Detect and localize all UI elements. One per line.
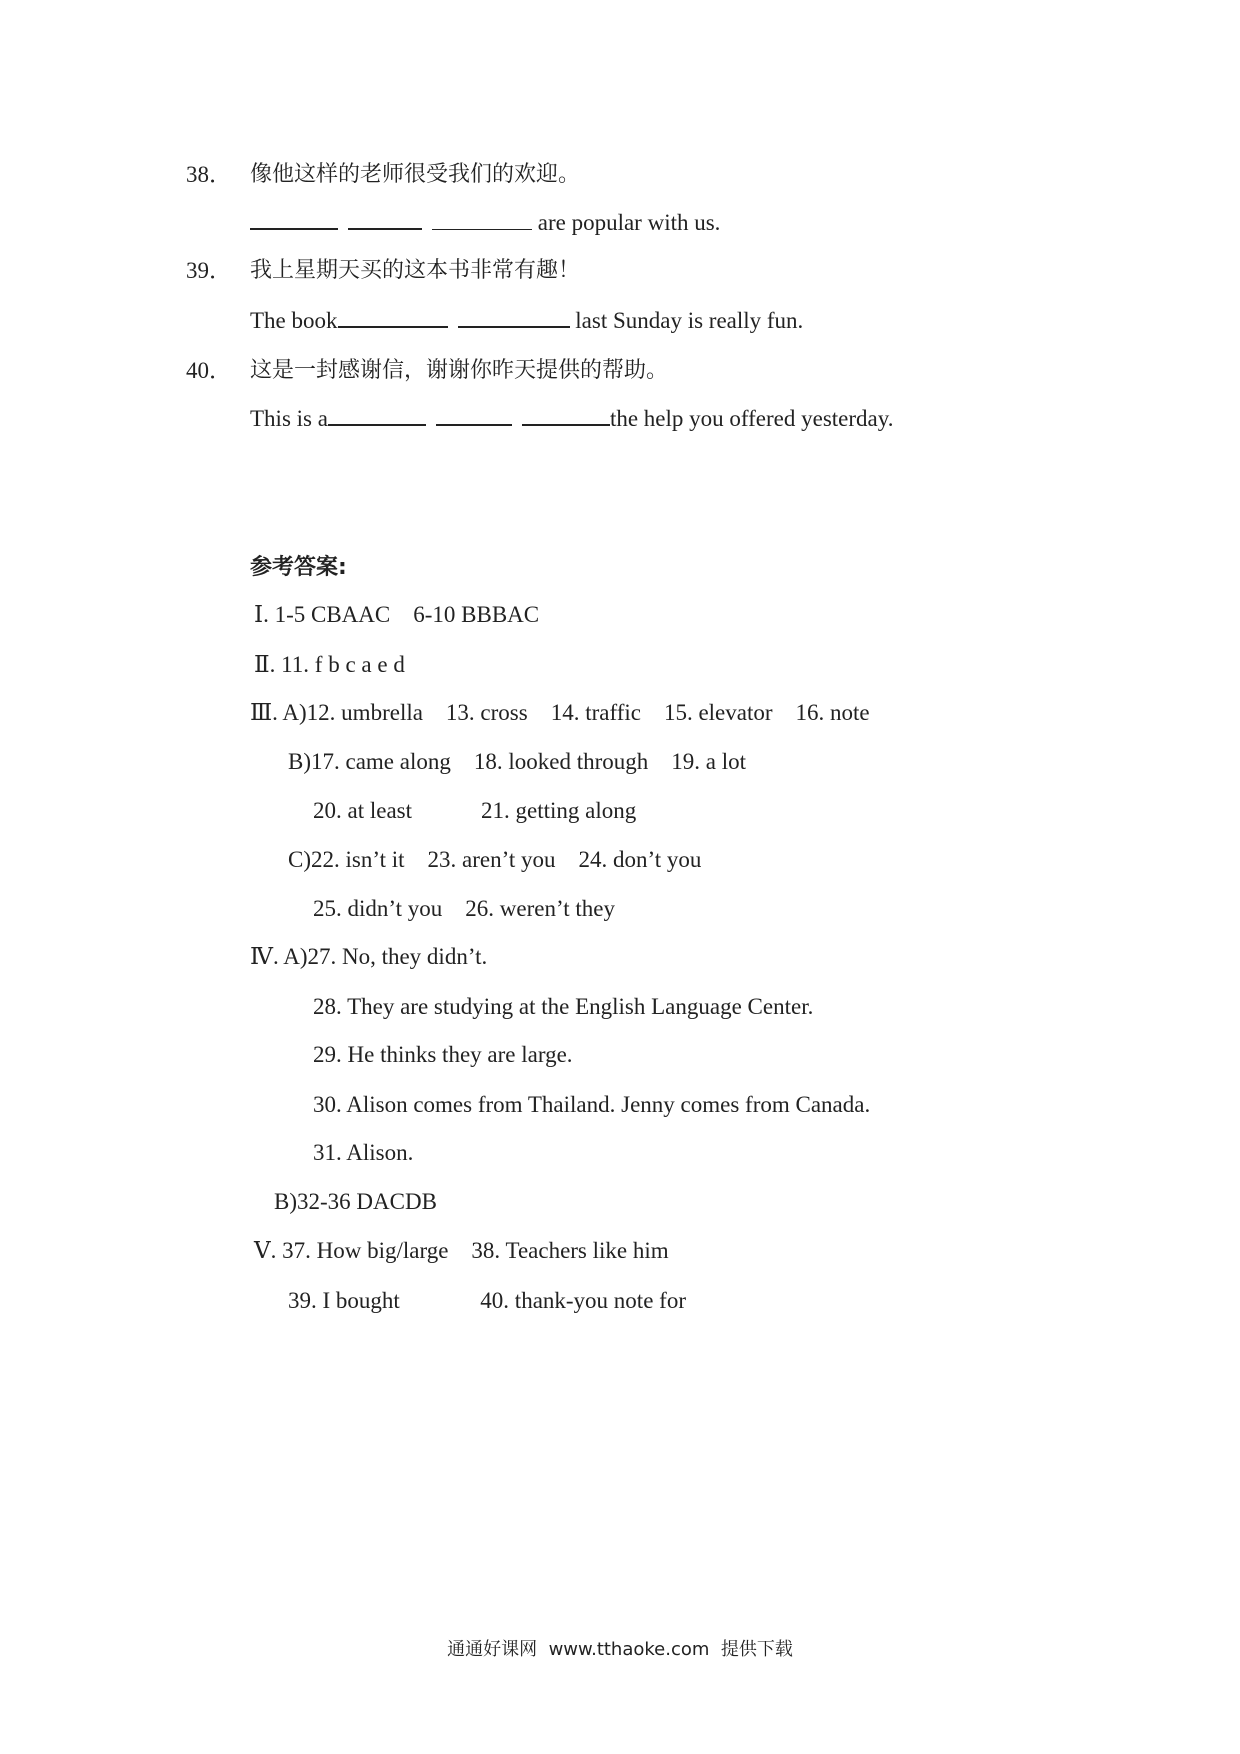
answer-line: Ⅲ. A)12. umbrella 13. cross 14. traffic 15. elevator 16. note [250,700,870,725]
answer-line: 28. They are studying at the English Language Center. [313,994,814,1019]
question-38-answer-tail: are popular with us. [537,210,721,235]
answer-blank[interactable] [348,210,422,230]
answer-blank[interactable] [458,308,570,328]
page-footer: 通通好课网 www.tthaoke.com 提供下载 [447,1639,793,1660]
question-40-answer-line [250,404,894,434]
answer-blank[interactable] [338,308,448,328]
question-39-answer-tail: last Sunday is really fun. [575,308,804,333]
answer-line: 31. Alison. [313,1140,414,1165]
answer-line: 30. Alison comes from Thailand. Jenny comes from Canada. [313,1092,871,1117]
answer-line: B)32-36 DACDB [274,1189,437,1214]
answer-key-heading: 参考答案: [250,555,347,580]
question-40-answer-head: This is a [250,406,328,431]
question-40-number: 40． [186,358,232,383]
answer-line: 29. He thinks they are large. [313,1042,573,1067]
answer-line: 39. I bought 40. thank-you note for [288,1288,686,1313]
answer-blank[interactable] [436,406,512,426]
answer-blank[interactable] [432,211,532,230]
question-40-answer-tail: the help you offered yesterday. [609,406,894,431]
question-38-answer-line [250,208,720,238]
answer-blank[interactable] [250,210,338,230]
answer-blank[interactable] [522,406,610,426]
question-39-prompt: 我上星期天买的这本书非常有趣！ [250,258,581,283]
answer-line: Ⅰ. 1-5 CBAAC 6-10 BBBAC [254,602,540,627]
question-39-answer-head: The book [250,308,338,333]
question-39-answer-line [250,306,803,336]
question-38-prompt: 像他这样的老师很受我们的欢迎。 [250,162,581,187]
answer-line: C)22. isn’t it 23. aren’t you 24. don’t you [288,847,702,872]
answer-blank[interactable] [328,406,426,426]
answer-line: B)17. came along 18. looked through 19. a lot [288,749,747,774]
answer-line: Ⅱ. 11. f b c a e d [254,652,405,677]
answer-line: Ⅳ. A)27. No, they didn’t. [250,944,488,969]
question-40-prompt: 这是一封感谢信，谢谢你昨天提供的帮助。 [250,358,669,383]
question-39-number: 39． [186,258,232,283]
question-38-number: 38． [186,162,232,187]
answer-line: Ⅴ. 37. How big/large 38. Teachers like him [254,1238,669,1263]
answer-line: 25. didn’t you 26. weren’t they [313,896,615,921]
answer-line: 20. at least 21. getting along [313,798,637,823]
